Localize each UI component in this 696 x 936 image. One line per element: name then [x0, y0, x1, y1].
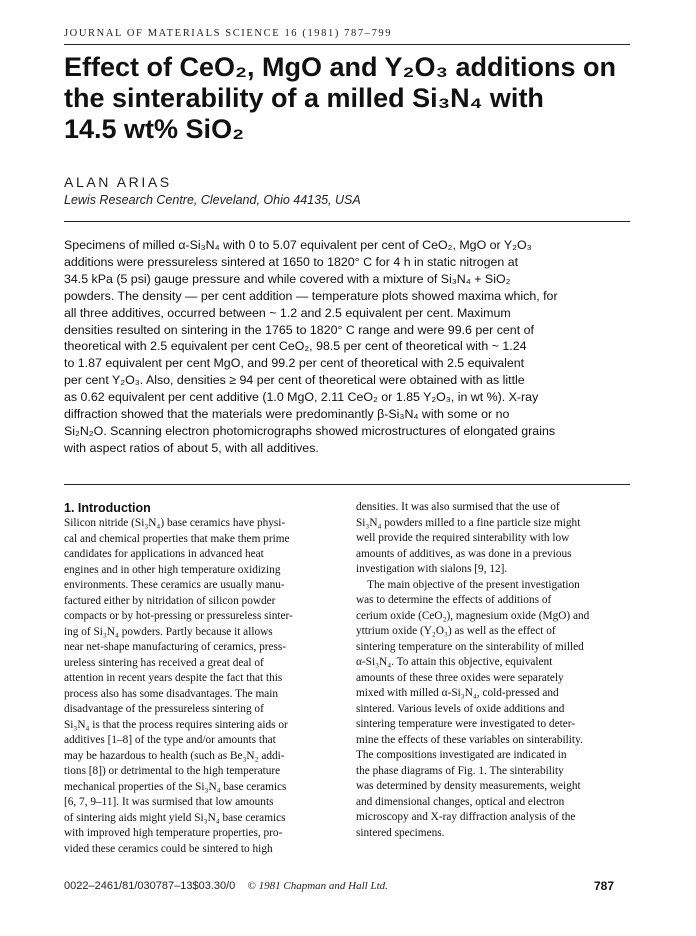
body-line: additives [1–8] of the type and/or amounts that: [64, 734, 276, 746]
abstract-line: densities resulted on sintering in the 1765 to 1820° C range and were 99.6 per cent of: [64, 322, 534, 337]
body-line: densities. It was also surmised that the use of: [356, 501, 560, 513]
right-column: [356, 500, 632, 841]
body-line: may be hazardous to health (such as Be₃N₂ addi-: [64, 749, 285, 762]
abstract-line: theoretical with 2.5 equivalent per cent CeO₂, 98.5 per cent of theoretical with ~ 1.24: [64, 339, 527, 354]
body-line: yttrium oxide (Y₂O₃) as well as the effect of: [356, 625, 556, 637]
section-heading-introduction: 1. Introduction: [64, 501, 151, 515]
body-line: mixed with milled α-Si₃N₄, cold-pressed and: [356, 687, 559, 699]
body-line: mine the effects of these variables on sinterability.: [356, 733, 583, 746]
body-line: factured either by nitridation of silicon powder: [64, 594, 276, 607]
body-line: The main objective of the present investigation: [356, 578, 580, 591]
body-line: sintering temperature were investigated to deter-: [356, 718, 576, 730]
abstract-top-rule: [64, 221, 630, 222]
journal-header: JOURNAL OF MATERIALS SCIENCE 16 (1981) 787–799: [64, 28, 393, 39]
body-line: attention in recent years despite the fact that this: [64, 672, 283, 684]
abstract-line: with aspect ratios of about 5, with all additives.: [64, 440, 319, 455]
abstract-line: as 0.62 equivalent per cent additive (1.0 MgO, 2.11 CeO₂ or 1.85 Y₂O₃, in wt %). X-ray: [64, 390, 539, 405]
body-line: of sintering aids might yield Si₃N₄ base ceramics: [64, 811, 286, 824]
abstract-bottom-rule: [64, 484, 630, 485]
abstract-line: powders. The density — per cent addition — temperature plots showed maxima which, for: [64, 288, 558, 303]
abstract-line: all three additives, occurred between ~ 1.2 and 2.5 equivalent per cent. Maximum: [64, 305, 511, 320]
footer-code: 0022–2461/81/030787–13$03.30/0: [64, 880, 236, 892]
body-line: candidates for applications in advanced heat: [64, 548, 264, 560]
abstract-line: Si₂N₂O. Scanning electron photomicrographs showed microstructures of elongated grains: [64, 423, 556, 438]
abstract-line: diffraction showed that the materials were predominantly β-Si₃N₄ with some or no: [64, 407, 510, 422]
body-line: amounts of additives, as was done in a previous: [356, 547, 572, 560]
article-title: [64, 52, 644, 145]
body-line: ureless sintering has received a great deal of: [64, 656, 264, 669]
abstract-line: per cent Y₂O₃. Also, densities ≥ 94 per cent of theoretical were obtained with as little: [64, 373, 525, 388]
body-line: investigation with sialons [9, 12].: [356, 563, 508, 575]
body-line: sintered specimens.: [356, 826, 445, 839]
abstract-line: to 1.87 equivalent per cent MgO, and 99.2 per cent of theoretical with 2.5 equivalent: [64, 356, 525, 371]
body-line: vided these ceramics could be sintered to high: [64, 842, 273, 855]
body-line: with improved high temperature properties, pro-: [64, 827, 283, 839]
title-line: Effect of CeO₂, MgO and Y₂O₃ additions on: [64, 52, 616, 82]
body-line: engines and in other high temperature oxidizing: [64, 563, 281, 576]
body-line: was determined by density measurements, weight: [356, 780, 581, 792]
footer: [64, 880, 388, 892]
body-line: ing of Si₃N₄ powders. Partly because it allows: [64, 625, 273, 638]
abstract-line: 34.5 kPa (5 psi) gauge pressure and while covered with a mixture of Si₃N₄ + SiO₂: [64, 271, 511, 286]
body-line: was to determine the effects of additions of: [356, 594, 552, 606]
title-line: 14.5 wt% SiO₂: [64, 114, 245, 144]
header-rule: [64, 44, 630, 45]
abstract: [64, 237, 630, 457]
body-line: tions [8]) or detrimental to the high temperature: [64, 765, 281, 777]
body-line: disadvantage of the pressureless sintering of: [64, 703, 264, 715]
body-line: process also has some disadvantages. The main: [64, 687, 279, 700]
body-line: and dimensional changes, optical and electron: [356, 795, 565, 808]
body-line: the phase diagrams of Fig. 1. The sinterability: [356, 764, 564, 777]
body-line: microscopy and X-ray diffraction analysis of the: [356, 811, 576, 823]
body-line: well provide the required sinterability with low: [356, 532, 570, 544]
title-line: the sinterability of a milled Si₃N₄ with: [64, 83, 544, 113]
left-column: [64, 500, 342, 857]
body-line: α-Si₃N₄. To attain this objective, equivalent: [356, 656, 553, 668]
body-line: mechanical properties of the Si₃N₄ base ceramics: [64, 780, 287, 793]
author-affiliation: Lewis Research Centre, Cleveland, Ohio 44135, USA: [64, 193, 361, 207]
body-line: Silicon nitride (Si₃N₄) base ceramics have physi-: [64, 517, 286, 529]
body-line: sintered. Various levels of oxide additions and: [356, 702, 565, 715]
body-line: amounts of these three oxides were separately: [356, 671, 564, 684]
abstract-line: Specimens of milled α-Si₃N₄ with 0 to 5.07 equivalent per cent of CeO₂, MgO or Y₂O₃: [64, 238, 532, 252]
abstract-line: additions were pressureless sintered at 1650 to 1820° C for 4 h in static nitrogen at: [64, 254, 519, 269]
body-line: environments. These ceramics are usually manu-: [64, 579, 285, 591]
body-line: Si₃N₄ is that the process requires sintering aids or: [64, 718, 288, 731]
body-line: cerium oxide (CeO₂), magnesium oxide (MgO) and: [356, 609, 590, 622]
footer-copyright: © 1981 Chapman and Hall Ltd.: [247, 880, 388, 892]
body-line: Si₃N₄ powders milled to a fine particle size might: [356, 516, 581, 529]
body-line: near net-shape manufacturing of ceramics, press-: [64, 641, 287, 653]
body-line: compacts or by hot-pressing or pressureless sinter-: [64, 610, 293, 622]
author-name: ALAN ARIAS: [64, 174, 172, 190]
page-number: 787: [594, 879, 615, 893]
body-line: cal and chemical properties that make them prime: [64, 532, 290, 545]
body-line: [6, 7, 9–11]. It was surmised that low amounts: [64, 796, 274, 808]
body-line: The compositions investigated are indicated in: [356, 749, 567, 761]
body-line: sintering temperature on the sinterability of milled: [356, 640, 584, 653]
